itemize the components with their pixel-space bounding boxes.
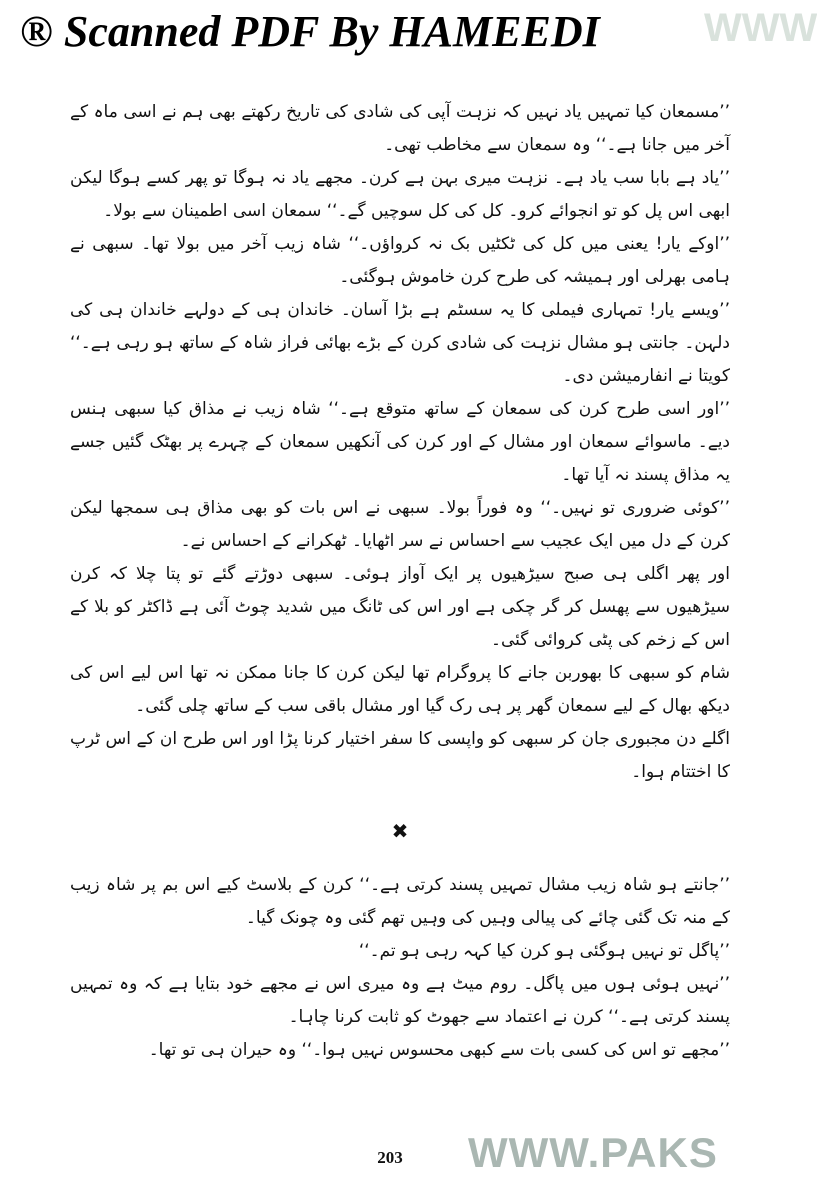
scanner-banner: ® Scanned PDF By HAMEEDI	[20, 7, 600, 56]
paragraph: ’’کوئی ضروری تو نہیں۔‘‘ وہ فوراً بولا۔ سبھی نے اس بات کو بھی مذاق ہی سمجھا لیکن کرن کے دل میں ایک عجیب سے احساس نے سر اٹھایا۔ ٹھکرانے کے احساس نے۔	[70, 498, 730, 551]
paragraph: ’’جانتے ہو شاہ زیب مشال تمہیں پسند کرتی ہے۔‘‘ کرن کے بلاسٹ کیے اس بم پر شاہ زیب کے منہ تک گئی چائے کی پیالی وہیں کی وہیں تھم گئی وہ چونک گیا۔	[70, 875, 730, 928]
paragraph: ’’پاگل تو نہیں ہوگئی ہو کرن کیا کہہ رہی ہو تم۔‘‘	[358, 941, 730, 961]
paragraph: شام کو سبھی کا بھوربن جانے کا پروگرام تھا لیکن کرن کا جانا ممکن نہ تھا اس لیے اس کی دیکھ بھال کے لیے سمعان گھر پر ہی رک گیا اور مشال باقی سب کے ساتھ چلی گئی۔	[70, 663, 730, 716]
paragraph: ’’ویسے یار! تمہاری فیملی کا یہ سسٹم ہے بڑا آسان۔ خاندان ہی کے دولہے خاندان ہی کی دلہن۔ جانتی ہو مشال نزہت کی شادی کرن کے بڑے بھائی فراز شاہ کے ساتھ ہو رہی ہے۔‘‘ کویتا نے انفارمیشن دی۔	[70, 300, 730, 386]
paragraph: ’’یاد ہے بابا سب یاد ہے۔ نزہت میری بہن ہے کرن۔ مجھے یاد نہ ہوگا تو پھر کسے ہوگا لیکن ابھی اس پل کو تو انجوائے کرو۔ کل کی کل سوچیں گے۔‘‘ سمعان اسی اطمینان سے بولا۔	[70, 168, 730, 221]
section-break-icon: ✖	[391, 819, 409, 843]
site-watermark-top: WWW	[704, 6, 817, 50]
page-body	[70, 96, 730, 1067]
paragraph: اور پھر اگلی ہی صبح سیڑھیوں پر ایک آواز ہوئی۔ سبھی دوڑتے گئے تو پتا چلا کہ کرن سیڑھیوں سے پھسل کر گر چکی ہے اور اس کی ٹانگ میں شدید چوٹ آئی ہے ڈاکٹر کو بلا کے اس کے زخم کی پٹی کروائی گئی۔	[70, 564, 730, 650]
paragraph: ’’اوکے یار! یعنی میں کل کی ٹکٹیں بک نہ کرواؤں۔‘‘ شاہ زیب آخر میں بولا تھا۔ سبھی نے ہامی بھرلی اور ہمیشہ کی طرح کرن خاموش ہوگئی۔	[70, 234, 730, 287]
paragraph: اگلے دن مجبوری جان کر سبھی کو واپسی کا سفر اختیار کرنا پڑا اور اس طرح ان کے اس ٹرپ کا اختتام ہوا۔	[70, 729, 730, 782]
paragraph: ’’اور اسی طرح کرن کی سمعان کے ساتھ متوقع ہے۔‘‘ شاہ زیب نے مذاق کیا سبھی ہنس دیے۔ ماسوائے سمعان اور مشال کے اور کرن کی آنکھیں سمعان کے چہرے پر بھٹک گئیں جسے یہ مذاق پسند نہ آیا تھا۔	[70, 399, 730, 485]
paragraph: ’’مسمعان کیا تمہیں یاد نہیں کہ نزہت آپی کی شادی کی تاریخ رکھتے بھی ہم نے اسی ماہ کے آخر میں جانا ہے۔‘‘ وہ سمعان سے مخاطب تھی۔	[70, 102, 730, 155]
site-watermark-bottom: WWW.PAKS	[468, 1129, 718, 1176]
paragraph: ’’نہیں ہوئی ہوں میں پاگل۔ روم میٹ ہے وہ میری اس نے مجھے خود بتایا ہے کہ وہ تمہیں پسند کرتی ہے۔‘‘ کرن نے اعتماد سے جھوٹ کو ثابت کرنا چاہا۔	[70, 974, 730, 1027]
paragraph: ’’مجھے تو اس کی کسی بات سے کبھی محسوس نہیں ہوا۔‘‘ وہ حیران ہی تو تھا۔	[148, 1040, 730, 1060]
page-number: 203	[377, 1148, 403, 1167]
